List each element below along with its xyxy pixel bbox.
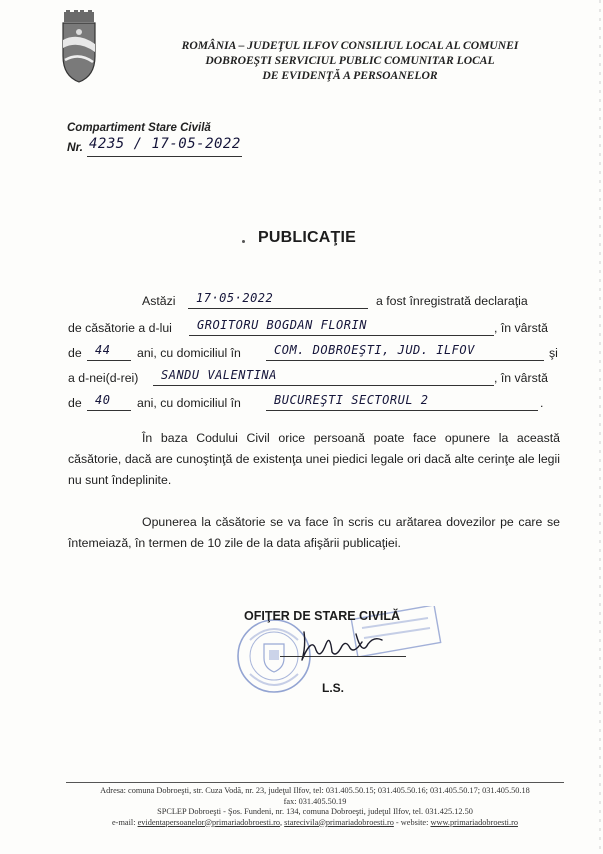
astazi-label: Astăzi bbox=[142, 294, 176, 308]
groom-age-value: 44 bbox=[95, 343, 111, 357]
dot-mark bbox=[242, 240, 245, 243]
bride-age-suffix: , în vârstă bbox=[494, 371, 548, 385]
groom-age-suffix: , în vârstă bbox=[494, 321, 548, 335]
header-line-2: DOBROEŞTI SERVICIUL PUBLIC COMUNITAR LOCAL bbox=[205, 54, 495, 67]
groom-address-field bbox=[266, 343, 544, 361]
groom-age-prefix: de bbox=[68, 346, 82, 360]
header-line-1: ROMÂNIA – JUDEŢUL ILFOV CONSILIUL LOCAL AL COMUNEI bbox=[181, 39, 519, 52]
and-text: şi bbox=[549, 346, 558, 360]
footer-spclep: SPCLEP Dobroeşti - Şos. Fundeni, nr. 134, comuna Dobroeşti, judeţul Ilfov, tel. 031.425.12.50 bbox=[157, 807, 473, 816]
bride-address-value: BUCUREŞTI SECTORUL 2 bbox=[274, 393, 429, 407]
footer-divider bbox=[66, 782, 564, 783]
groom-name-value: GROITORU BOGDAN FLORIN bbox=[197, 318, 367, 332]
date-field bbox=[188, 291, 368, 309]
scan-edge-marks bbox=[593, 0, 603, 854]
bride-address-prefix: ani, cu domiciliul în bbox=[137, 396, 241, 410]
bride-prefix: a d-nei(d-rei) bbox=[68, 371, 139, 385]
procedure-paragraph: Opunerea la căsătorie se va face în scris cu arătarea dovezilor pe care se întemeiază, în termen de 10 zile de la data afişării publicaţiei. bbox=[68, 515, 560, 550]
website-label: - website: bbox=[393, 817, 431, 827]
bride-name-field bbox=[153, 368, 494, 386]
email-label: e-mail: bbox=[112, 817, 138, 827]
officer-title: OFIŢER DE STARE CIVILĂ bbox=[244, 609, 401, 623]
groom-age-field bbox=[87, 343, 131, 361]
header-line-3: DE EVIDENŢĂ A PERSOANELOR bbox=[262, 69, 438, 82]
footer-contacts: e-mail: evidentapersoanelor@primariadobroesti.ro, starecivila@primariadobroesti.ro - website: www.primariadobroesti.ro bbox=[112, 817, 518, 827]
compartment-label: Compartiment Stare Civilă bbox=[67, 122, 211, 134]
footer-address: Adresa: comuna Dobroeşti, str. Cuza Vodă, nr. 23, judeţul Ilfov, tel: 031.405.50.15; 031.405.50.16; 031.405.50.17; 031.405.50.18 bbox=[100, 786, 530, 795]
groom-address-prefix: ani, cu domiciliul în bbox=[137, 346, 241, 360]
signature-line bbox=[280, 656, 406, 657]
document-title: PUBLICAŢIE bbox=[258, 229, 356, 246]
date-value: 17·05·2022 bbox=[196, 291, 274, 305]
registration-value: 4235 / 17-05-2022 bbox=[89, 136, 241, 152]
groom-address-value: COM. DOBROEŞTI, JUD. ILFOV bbox=[274, 343, 475, 357]
email-link-2[interactable]: starecivila@primariadobroesti.ro bbox=[284, 817, 394, 827]
coat-of-arms-icon bbox=[60, 10, 98, 84]
email-link-1[interactable]: evidentapersoanelor@primariadobroesti.ro bbox=[137, 817, 280, 827]
institution-header bbox=[130, 38, 570, 83]
registration-number bbox=[67, 136, 247, 154]
ls-label: L.S. bbox=[322, 681, 345, 695]
groom-prefix: de căsătorie a d-lui bbox=[68, 321, 172, 335]
bride-name-value: SANDU VALENTINA bbox=[161, 368, 277, 382]
line-end-period: . bbox=[540, 396, 544, 410]
website-link[interactable]: www.primariadobroesti.ro bbox=[430, 817, 518, 827]
signature-icon bbox=[296, 626, 386, 666]
opposition-paragraph: În baza Codului Civil orice persoană poate face opunere la această căsătorie, dacă are cunoştinţă de existenţa unei piedici legale ori dacă alte cerinţe ale legii nu sunt îndeplinite. bbox=[68, 431, 560, 487]
footer-contact bbox=[60, 786, 570, 828]
bride-age-value: 40 bbox=[95, 393, 111, 407]
bride-address-field bbox=[266, 393, 538, 411]
registration-underline bbox=[87, 156, 242, 157]
bride-age-field bbox=[87, 393, 131, 411]
registration-label: Nr. bbox=[67, 140, 84, 154]
groom-name-field bbox=[189, 318, 494, 336]
footer-fax: fax: 031.405.50.19 bbox=[283, 796, 347, 806]
registered-text: a fost înregistrată declaraţia bbox=[376, 294, 528, 308]
bride-age-prefix: de bbox=[68, 396, 82, 410]
